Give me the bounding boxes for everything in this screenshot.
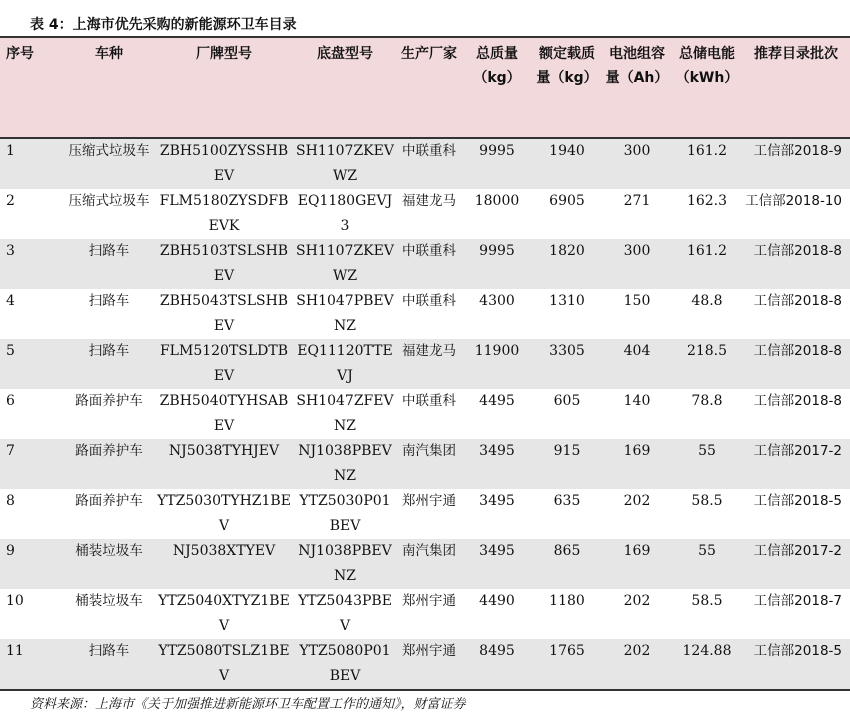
table-row	[0, 189, 850, 239]
table-cell: 202	[623, 593, 651, 609]
table-cell: SH1107ZKEVWZ	[294, 138, 396, 189]
table-cell: 1820	[532, 239, 602, 289]
table-cell: 404	[602, 339, 672, 389]
table-cell: SH1047PBEVNZ	[296, 293, 394, 334]
table-cell: 169	[602, 539, 672, 589]
table-cell: 2	[6, 193, 15, 209]
table-cell: NJ5038TYHJEV	[154, 439, 294, 489]
table-cell: 工信部2018-8	[742, 239, 850, 289]
table-cell: NJ1038PBEVNZ	[294, 539, 396, 589]
header-cell: 额定载质量（kg）	[532, 37, 602, 138]
table-cell: 3495	[462, 539, 532, 589]
table-cell: 78.8	[691, 393, 723, 409]
table-cell: 郑州宇通	[396, 639, 462, 690]
table-row	[0, 138, 850, 189]
table-cell: YTZ5080TSLZ1BEV	[154, 639, 294, 690]
table-cell: 635	[553, 493, 581, 509]
table-cell: 300	[602, 239, 672, 289]
table-cell: ZBH5103TSLSHBEV	[154, 239, 294, 289]
table-cell: 工信部2018-8	[742, 339, 850, 389]
table-cell: 扫路车	[64, 239, 154, 289]
table-cell: 124.88	[672, 639, 742, 690]
table-cell: 169	[602, 439, 672, 489]
table-cell: 工信部2018-5	[753, 493, 842, 509]
table-cell: 压缩式垃圾车	[68, 193, 150, 209]
table-cell: 扫路车	[88, 293, 130, 309]
table-cell: 865	[532, 539, 602, 589]
table-cell: 郑州宇通	[402, 593, 456, 609]
table-cell: 55	[672, 439, 742, 489]
table-cell: 中联重科	[402, 393, 456, 409]
table-cell: 工信部2018-8	[753, 293, 842, 309]
table-cell: YTZ5080P01BEV	[294, 639, 396, 690]
header-cell: 厂牌型号	[154, 37, 294, 138]
table-cell: 桶装垃圾车	[64, 539, 154, 589]
header-cell: 总储电能（kWh）	[672, 37, 742, 138]
table-cell: 1180	[549, 593, 585, 609]
header-cell: 推荐目录批次	[742, 37, 850, 138]
table-cell: ZBH5043TSLSHBEV	[159, 293, 289, 334]
table-cell: YTZ5040XTYZ1BEV	[158, 593, 290, 634]
table-cell: 4	[6, 293, 15, 309]
table-cell: 218.5	[672, 339, 742, 389]
table-cell: 中联重科	[396, 239, 462, 289]
table-cell: 4300	[479, 293, 515, 309]
table-cell: 58.5	[691, 593, 723, 609]
table-cell: 1765	[532, 639, 602, 690]
table-row	[0, 389, 850, 439]
table-cell: 工信部2018-10	[745, 193, 842, 209]
header-cell: 生产厂家	[396, 37, 462, 138]
table-cell: 202	[623, 493, 651, 509]
table-cell: 300	[602, 138, 672, 189]
table-cell: 150	[623, 293, 651, 309]
table-cell: 路面养护车	[75, 393, 143, 409]
table-cell: 扫路车	[64, 639, 154, 690]
table-row	[0, 539, 850, 589]
table-caption: 表 4：上海市优先采购的新能源环卫车目录	[30, 17, 297, 33]
table-header-row	[0, 37, 850, 138]
table-cell: 工信部2018-8	[753, 393, 842, 409]
table-cell: SH1107ZKEVWZ	[294, 239, 396, 289]
table-cell: 南汽集团	[396, 439, 462, 489]
table-cell: 工信部2017-2	[742, 439, 850, 489]
table-cell: 9995	[462, 239, 532, 289]
table-cell: 5	[0, 339, 64, 389]
table-cell: 3305	[532, 339, 602, 389]
table-cell: 6905	[549, 193, 585, 209]
table-row	[0, 489, 850, 539]
table-cell: 915	[532, 439, 602, 489]
table-cell: 工信部2018-5	[742, 639, 850, 690]
table-cell: 1	[0, 138, 64, 189]
table-cell: ZBH5040TYHSABEV	[159, 393, 289, 434]
table-cell: 18000	[474, 193, 520, 209]
table-cell: 工信部2017-2	[742, 539, 850, 589]
table-cell: YTZ5030P01BEV	[299, 493, 391, 534]
table-row	[0, 439, 850, 489]
table-cell: 郑州宇通	[402, 493, 456, 509]
header-cell: 电池组容量（Ah）	[602, 37, 672, 138]
table-cell: 271	[623, 193, 651, 209]
table-cell: 7	[0, 439, 64, 489]
table-row	[0, 339, 850, 389]
table-cell: 工信部2018-9	[742, 138, 850, 189]
table-cell: 202	[602, 639, 672, 690]
table-row	[0, 239, 850, 289]
table-cell: 桶装垃圾车	[75, 593, 143, 609]
table-cell: ZBH5100ZYSSHBEV	[154, 138, 294, 189]
header-cell: 总质量（kg）	[462, 37, 532, 138]
table-cell: SH1047ZFEVNZ	[296, 393, 394, 434]
table-cell: NJ1038PBEVNZ	[294, 439, 396, 489]
table-cell: 8	[6, 493, 15, 509]
table-cell: 10	[6, 593, 24, 609]
table-cell: 3495	[462, 439, 532, 489]
table-cell: 3495	[479, 493, 515, 509]
table-cell: NJ5038XTYEV	[154, 539, 294, 589]
table-cell: 3	[0, 239, 64, 289]
table-cell: 58.5	[691, 493, 723, 509]
table-cell: 4495	[479, 393, 515, 409]
table-cell: 1940	[532, 138, 602, 189]
table-cell: 11	[0, 639, 64, 690]
table-cell: EQ1180GEVJ3	[297, 193, 393, 234]
table-cell: 中联重科	[396, 138, 462, 189]
table-cell: 路面养护车	[75, 493, 143, 509]
table-cell: 路面养护车	[64, 439, 154, 489]
table-cell: 4490	[479, 593, 515, 609]
table-cell: 55	[672, 539, 742, 589]
table-cell: YTZ5043PBEV	[298, 593, 392, 634]
table-cell: 福建龙马	[396, 339, 462, 389]
table-cell: 1310	[549, 293, 585, 309]
header-cell: 车种	[64, 37, 154, 138]
table-cell: 福建龙马	[402, 193, 456, 209]
header-cell: 底盘型号	[294, 37, 396, 138]
table-cell: YTZ5030TYHZ1BEV	[157, 493, 291, 534]
table-cell: 南汽集团	[396, 539, 462, 589]
table-row	[0, 289, 850, 339]
table-body	[0, 138, 850, 690]
table-cell: FLM5180ZYSDFBEVK	[159, 193, 289, 234]
vehicle-catalog-table	[0, 36, 850, 691]
table-cell: 162.3	[686, 193, 728, 209]
source-note: 资料来源：上海市《关于加强推进新能源环卫车配置工作的通知》，财富证券	[30, 697, 466, 712]
table-cell: 工信部2018-7	[753, 593, 842, 609]
table-cell: 48.8	[691, 293, 723, 309]
table-cell: 6	[6, 393, 15, 409]
table-cell: 161.2	[672, 138, 742, 189]
table-cell: 161.2	[672, 239, 742, 289]
table-cell: 8495	[462, 639, 532, 690]
table-cell: EQ11120TTEVJ	[294, 339, 396, 389]
table-cell: 压缩式垃圾车	[64, 138, 154, 189]
header-cell: 序号	[0, 37, 64, 138]
table-cell: 605	[553, 393, 581, 409]
table-row	[0, 589, 850, 639]
table-cell: 扫路车	[64, 339, 154, 389]
table-cell: 140	[623, 393, 651, 409]
table-cell: 中联重科	[402, 293, 456, 309]
table-cell: FLM5120TSLDTBEV	[154, 339, 294, 389]
table-cell: 9	[0, 539, 64, 589]
table-row	[0, 639, 850, 690]
table-cell: 11900	[462, 339, 532, 389]
table-cell: 9995	[462, 138, 532, 189]
